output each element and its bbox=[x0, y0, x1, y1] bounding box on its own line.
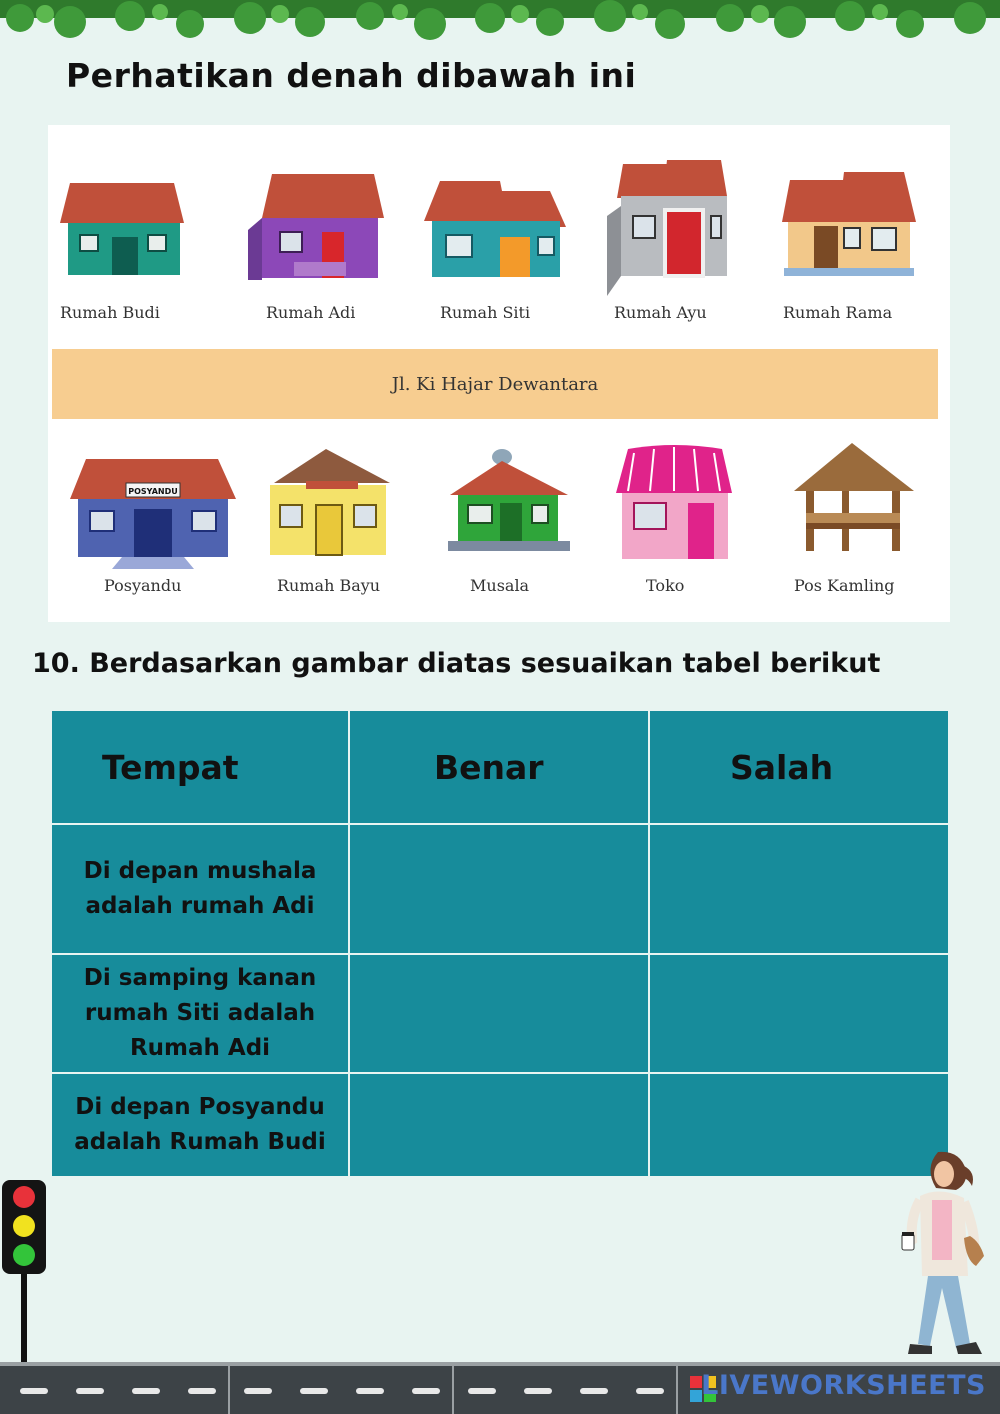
street-name: Jl. Ki Hajar Dewantara bbox=[391, 373, 599, 395]
statement-cell: Di samping kanan rumah Siti adalah Rumah Adi bbox=[51, 954, 349, 1073]
salah-drop-target[interactable] bbox=[664, 825, 934, 953]
benar-answer-cell[interactable] bbox=[349, 824, 649, 954]
brand-watermark: LIVEWORKSHEETS bbox=[701, 1370, 986, 1401]
answer-table bbox=[50, 709, 950, 1178]
table-row bbox=[51, 1073, 949, 1177]
posyandu-sign-text: POSYANDU bbox=[128, 487, 178, 496]
question-text: 10. Berdasarkan gambar diatas sesuaikan tabel berikut bbox=[32, 648, 881, 679]
benar-answer-cell[interactable] bbox=[349, 954, 649, 1073]
header-benar: Benar bbox=[349, 710, 649, 824]
header-tempat: Tempat bbox=[51, 710, 349, 824]
house-toko-icon bbox=[614, 441, 736, 565]
benar-drop-target[interactable] bbox=[364, 955, 634, 1072]
statement-cell: Di depan mushala adalah rumah Adi bbox=[51, 824, 349, 954]
house-ayu-icon bbox=[603, 160, 743, 300]
salah-answer-cell[interactable] bbox=[649, 954, 949, 1073]
statement-cell: Di depan Posyandu adalah Rumah Budi bbox=[51, 1073, 349, 1177]
house-poskamling-icon bbox=[792, 441, 916, 555]
map-label: Posyandu bbox=[104, 576, 182, 595]
map-label: Rumah Bayu bbox=[277, 576, 381, 595]
house-rama-icon bbox=[778, 170, 920, 280]
map-label: Rumah Adi bbox=[266, 303, 356, 322]
street-band bbox=[52, 349, 938, 419]
header-salah: Salah bbox=[649, 710, 949, 824]
table-header-row bbox=[51, 710, 949, 824]
leaf-border bbox=[0, 0, 1000, 42]
house-adi-icon bbox=[244, 170, 388, 285]
house-musala-icon bbox=[446, 447, 572, 559]
map-label: Musala bbox=[470, 576, 530, 595]
house-posyandu-icon bbox=[68, 457, 238, 572]
salah-answer-cell[interactable] bbox=[649, 824, 949, 954]
map-label: Rumah Rama bbox=[783, 303, 893, 322]
table-row bbox=[51, 824, 949, 954]
benar-answer-cell[interactable] bbox=[349, 1073, 649, 1177]
map-label: Pos Kamling bbox=[794, 576, 895, 595]
salah-drop-target[interactable] bbox=[664, 955, 934, 1072]
traffic-light-icon bbox=[0, 1178, 52, 1364]
map-panel bbox=[48, 125, 950, 622]
map-label: Rumah Ayu bbox=[614, 303, 707, 322]
benar-drop-target[interactable] bbox=[364, 1074, 634, 1176]
map-label: Rumah Siti bbox=[440, 303, 531, 322]
map-label: Rumah Budi bbox=[60, 303, 160, 322]
house-budi-icon bbox=[56, 175, 188, 280]
house-siti-icon bbox=[420, 177, 570, 282]
house-bayu-icon bbox=[266, 447, 392, 561]
walking-woman-illustration bbox=[880, 1148, 1000, 1364]
benar-drop-target[interactable] bbox=[364, 825, 634, 953]
page-title: Perhatikan denah dibawah ini bbox=[66, 56, 637, 95]
map-label: Toko bbox=[646, 576, 685, 595]
table-row bbox=[51, 954, 949, 1073]
